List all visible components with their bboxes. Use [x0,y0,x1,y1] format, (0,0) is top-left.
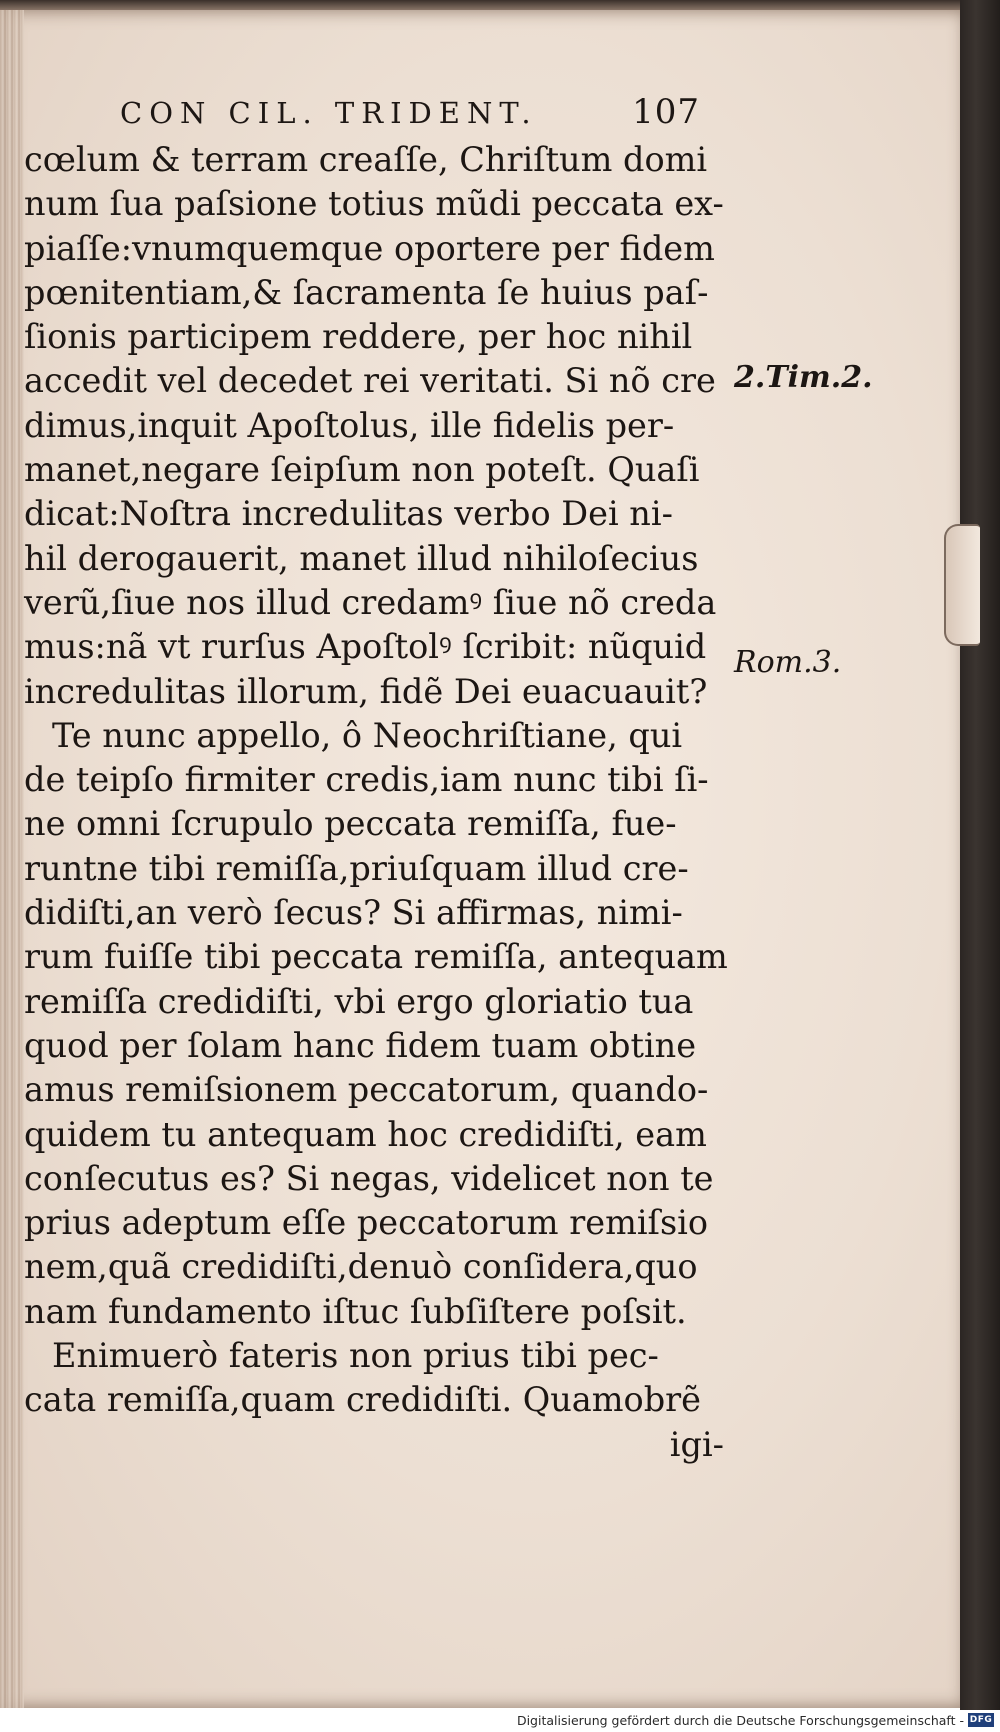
running-head [120,92,700,136]
text-line: pœnitentiam,& ſacramenta ſe huius paſ- [24,272,709,312]
text-line: manet,negare ſeipſum non poteſt. Quaſi [24,450,700,490]
text-line: mus:nã vt rurſus Apoſtolꝰ ſcribit: nũquid [24,627,707,667]
marginal-note-2-tim: 2.Tim.2. [734,360,873,395]
text-line: conſecutus es? Si negas, videlicet non te [24,1158,714,1198]
text-line: nam fundamento iſtuc ſubſiſtere poſsit. [24,1291,687,1331]
text-line: Enimuerò fateris non prius tibi pec- [52,1336,659,1376]
running-head-title: CON CIL. TRIDENT. [120,96,538,130]
page-number: 107 [632,92,700,132]
dfg-logo: DFG [969,1715,993,1725]
text-line: piaſſe:vnumquemque oportere per fidem [24,228,715,268]
text-line: quidem tu antequam hoc credidiſti, eam [24,1114,707,1154]
text-line: ne omni ſcrupulo peccata remiſſa, fue- [24,804,677,844]
text-line: num ſua paſsione totius mũdi peccata ex- [24,184,724,224]
text-line: cœlum & terram creaſſe, Chriſtum domi [24,140,708,179]
text-line: remiſſa credidiſti, vbi ergo gloriatio tua [24,981,694,1021]
text-line: rum fuiſſe tibi peccata remiſſa, antequam [24,937,728,977]
text-line: runtne tibi remiſſa,priuſquam illud cre- [24,848,689,888]
text-line: dimus,inquit Apoſtolus, ille fidelis per- [24,405,675,445]
book-binding-edge [960,0,1000,1712]
text-line: cata remiſſa,quam credidiſti. Quamobrẽ [24,1380,701,1420]
text-line: hil derogauerit, manet illud nihiloſecius [24,538,699,578]
text-line: accedit vel decedet rei veritati. Si nõ cre [24,361,716,401]
text-line: Te nunc appello, ô Neochriſtiane, qui [52,715,683,755]
text-line: quod per ſolam hanc fidem tuam obtine [24,1025,697,1065]
text-line: nem,quã credidiſti,denuò conſidera,quo [24,1247,698,1287]
text-line: ſionis participem reddere, per hoc nihil [24,317,693,357]
text-line: amus remiſsionem peccatorum, quando- [24,1070,709,1110]
text-line: prius adeptum eſſe peccatorum remiſsio [24,1203,709,1243]
digitization-credit: Digitalisierung gefördert durch die Deutsche Forschungsgemeinschaft - [516,1713,964,1728]
text-line: de teipſo firmiter credis,iam nunc tibi ſi- [24,760,709,800]
catchword: igi- [669,1424,724,1464]
body-text [24,138,728,1467]
text-line: verũ,ſiue nos illud credamꝰ ſiue nõ creda [24,582,717,622]
text-line: didiſti,an verò ſecus? Si affirmas, nimi- [24,893,683,933]
text-line: dicat:Noſtra incredulitas verbo Dei ni- [24,494,673,534]
marginal-note-rom: Rom.3. [734,645,842,680]
page-gutter-edges [0,10,24,1708]
text-line: incredulitas illorum, fidẽ Dei euacuauit? [24,671,708,711]
bookmark-tab [944,524,980,646]
